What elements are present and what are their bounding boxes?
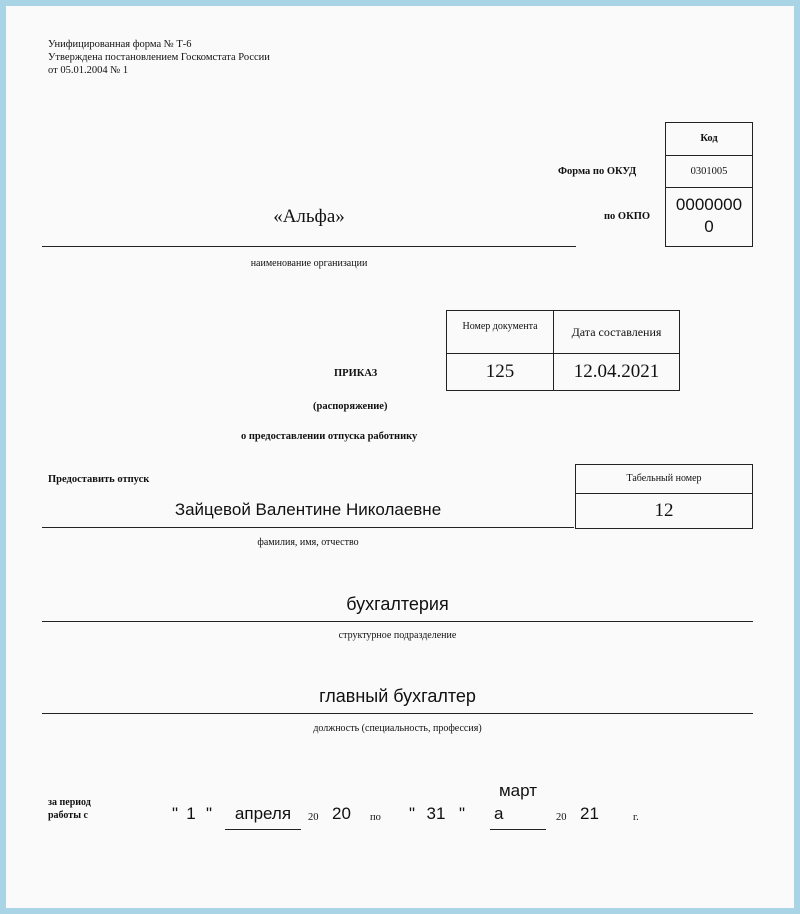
- form-header-line2: Утверждена постановлением Госкомстата России: [48, 52, 270, 63]
- tab-number-header: Табельный номер: [575, 464, 753, 494]
- from-month-underline: [225, 829, 301, 830]
- period-label-line2: работы с: [48, 810, 88, 821]
- order-purpose: о предоставлении отпуска работнику: [241, 431, 418, 442]
- from-month: апреля: [234, 804, 292, 823]
- to-quote-close: ": [459, 804, 466, 823]
- doc-number-value: 125: [446, 353, 554, 391]
- okud-value-cell: 0301005: [665, 155, 753, 188]
- grant-leave-label: Предоставить отпуск: [48, 474, 150, 485]
- from-year: 20: [332, 804, 351, 823]
- from-quote-open: ": [172, 804, 179, 823]
- to-year-prefix: 20: [556, 812, 567, 823]
- to-year: 21: [580, 804, 599, 823]
- year-suffix: г.: [633, 812, 639, 823]
- organization-underline: [42, 246, 576, 247]
- to-month: [490, 779, 546, 825]
- to-month-line1: март: [498, 781, 537, 800]
- order-title: ПРИКАЗ: [334, 368, 378, 379]
- codes-header-cell: Код: [665, 122, 753, 156]
- to-month-line2: а: [494, 804, 504, 823]
- form-header-line3: от 05.01.2004 № 1: [48, 65, 129, 76]
- department-value: бухгалтерия: [346, 594, 449, 614]
- okpo-label: по ОКПО: [604, 211, 651, 222]
- to-month-underline: [490, 829, 546, 830]
- doc-date-value: 12.04.2021: [553, 353, 680, 391]
- doc-number-header: Номер документа: [446, 310, 554, 354]
- period-label-line1: за период: [48, 797, 91, 808]
- organization-caption: наименование организации: [250, 258, 368, 269]
- department-caption: структурное подразделение: [338, 630, 457, 641]
- form-header: [48, 38, 270, 77]
- okpo-value-line2: 0: [704, 217, 714, 236]
- employee-name-underline: [42, 527, 574, 528]
- to-quote-open: ": [409, 804, 416, 823]
- position-value: главный бухгалтер: [319, 686, 476, 706]
- okpo-value-line1: 0000000: [675, 195, 743, 214]
- from-year-prefix: 20: [308, 812, 319, 823]
- order-subtitle: (распоряжение): [313, 401, 388, 412]
- from-quote-close: ": [206, 804, 213, 823]
- po-label: по: [370, 812, 381, 823]
- tab-number-value: 12: [575, 493, 753, 529]
- position-underline: [42, 713, 753, 714]
- position-caption: должность (специальность, профессия): [313, 723, 482, 734]
- department-underline: [42, 621, 753, 622]
- doc-date-header: Дата составления: [553, 310, 680, 354]
- from-day: 1: [186, 804, 196, 823]
- form-header-line1: Унифицированная форма № Т-6: [48, 39, 192, 50]
- document-page: [6, 6, 794, 908]
- okpo-value-cell: [665, 187, 753, 247]
- period-label: [48, 796, 91, 822]
- okud-label: Форма по ОКУД: [558, 166, 637, 177]
- organization-name: «Альфа»: [273, 206, 345, 227]
- employee-name-caption: фамилия, имя, отчество: [257, 537, 359, 548]
- to-day: 31: [426, 804, 446, 823]
- employee-name: Зайцевой Валентине Николаевне: [174, 500, 442, 519]
